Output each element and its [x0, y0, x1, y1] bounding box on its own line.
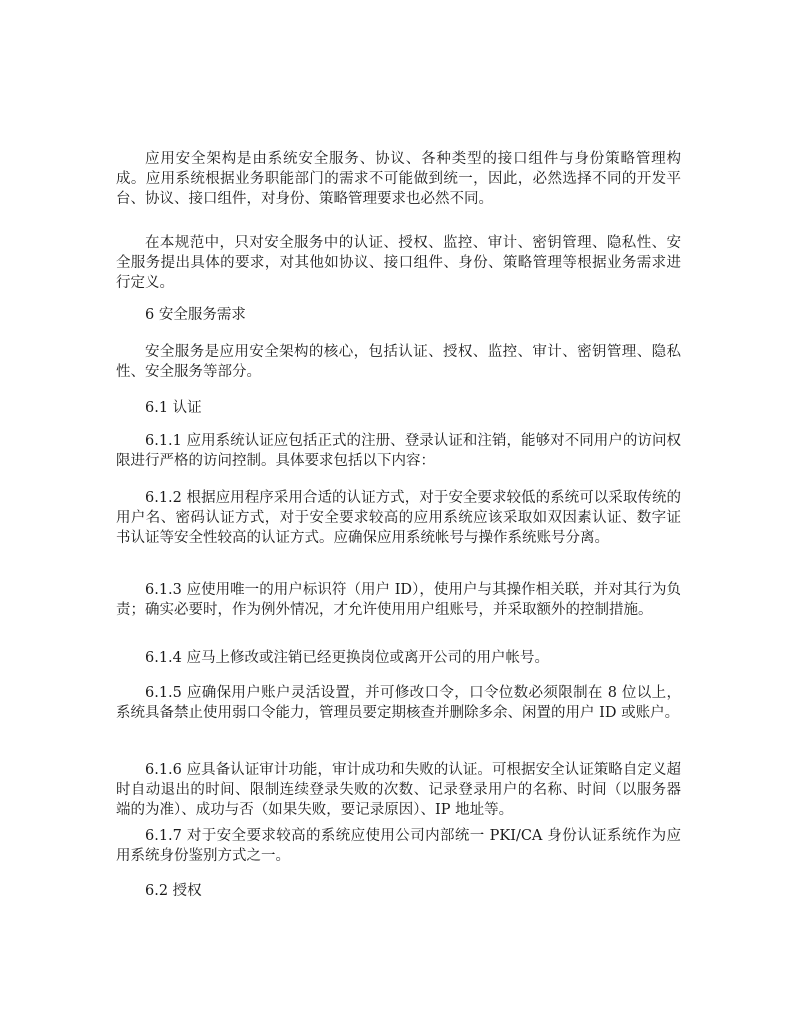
paragraph-6-1-1: 6.1.1 应用系统认证应包括正式的注册、登录认证和注销，能够对不同用户的访问权限进行严格的访问控制。具体要求包括以下内容： [116, 433, 681, 469]
paragraph-6-1-2: 6.1.2 根据应用程序采用合适的认证方式，对于安全要求较低的系统可以采取传统的用户名、密码认证方式，对于安全要求较高的应用系统应该采取如双因素认证、数字证书认证等安全性较高的认证方式。应确保应用系统帐号与操作系统账号分离。 [116, 490, 681, 546]
paragraph-6-1-3: 6.1.3 应使用唯一的用户标识符（用户 ID），使用户与其操作相关联，并对其行为负责；确实必要时，作为例外情况，才允许使用用户组账号，并采取额外的控制措施。 [116, 582, 681, 618]
section-heading-6: 6 安全服务需求 [145, 307, 246, 323]
paragraph-architecture-intro: 应用安全架构是由系统安全服务、协议、各种类型的接口组件与身份策略管理构成。应用系统根据业务职能部门的需求不可能做到统一，因此，必然选择不同的开发平台、协议、接口组件，对身份、策略管理要求也必然不同。 [116, 151, 681, 207]
paragraph-6-1-6: 6.1.6 应具备认证审计功能，审计成功和失败的认证。可根据安全认证策略自定义超时自动退出的时间、限制连续登录失败的次数、记录登录用户的名称、时间（以服务器端的为准）、成功与否（如果失败，要记录原因）、IP 地址等。 [116, 762, 681, 818]
paragraph-6-1-7: 6.1.7 对于安全要求较高的系统应使用公司内部统一 PKI/CA 身份认证系统作为应用系统身份鉴别方式之一。 [116, 828, 681, 864]
section-heading-6-1: 6.1 认证 [145, 400, 202, 416]
paragraph-spec-scope: 在本规范中，只对安全服务中的认证、授权、监控、审计、密钥管理、隐私性、安全服务提出具体的要求，对其他如协议、接口组件、身份、策略管理等根据业务需求进行定义。 [116, 235, 681, 291]
paragraph-6-1-4: 6.1.4 应马上修改或注销已经更换岗位或离开公司的用户帐号。 [145, 650, 550, 666]
section-heading-6-2: 6.2 授权 [145, 883, 202, 899]
paragraph-6-1-5: 6.1.5 应确保用户账户灵活设置，并可修改口令，口令位数必须限制在 8 位以上，系统具备禁止使用弱口令能力，管理员要定期核查并删除多余、闲置的用户 ID 或账户。 [116, 685, 681, 721]
paragraph-service-core: 安全服务是应用安全架构的核心，包括认证、授权、监控、审计、密钥管理、隐私性、安全服务等部分。 [116, 344, 681, 380]
